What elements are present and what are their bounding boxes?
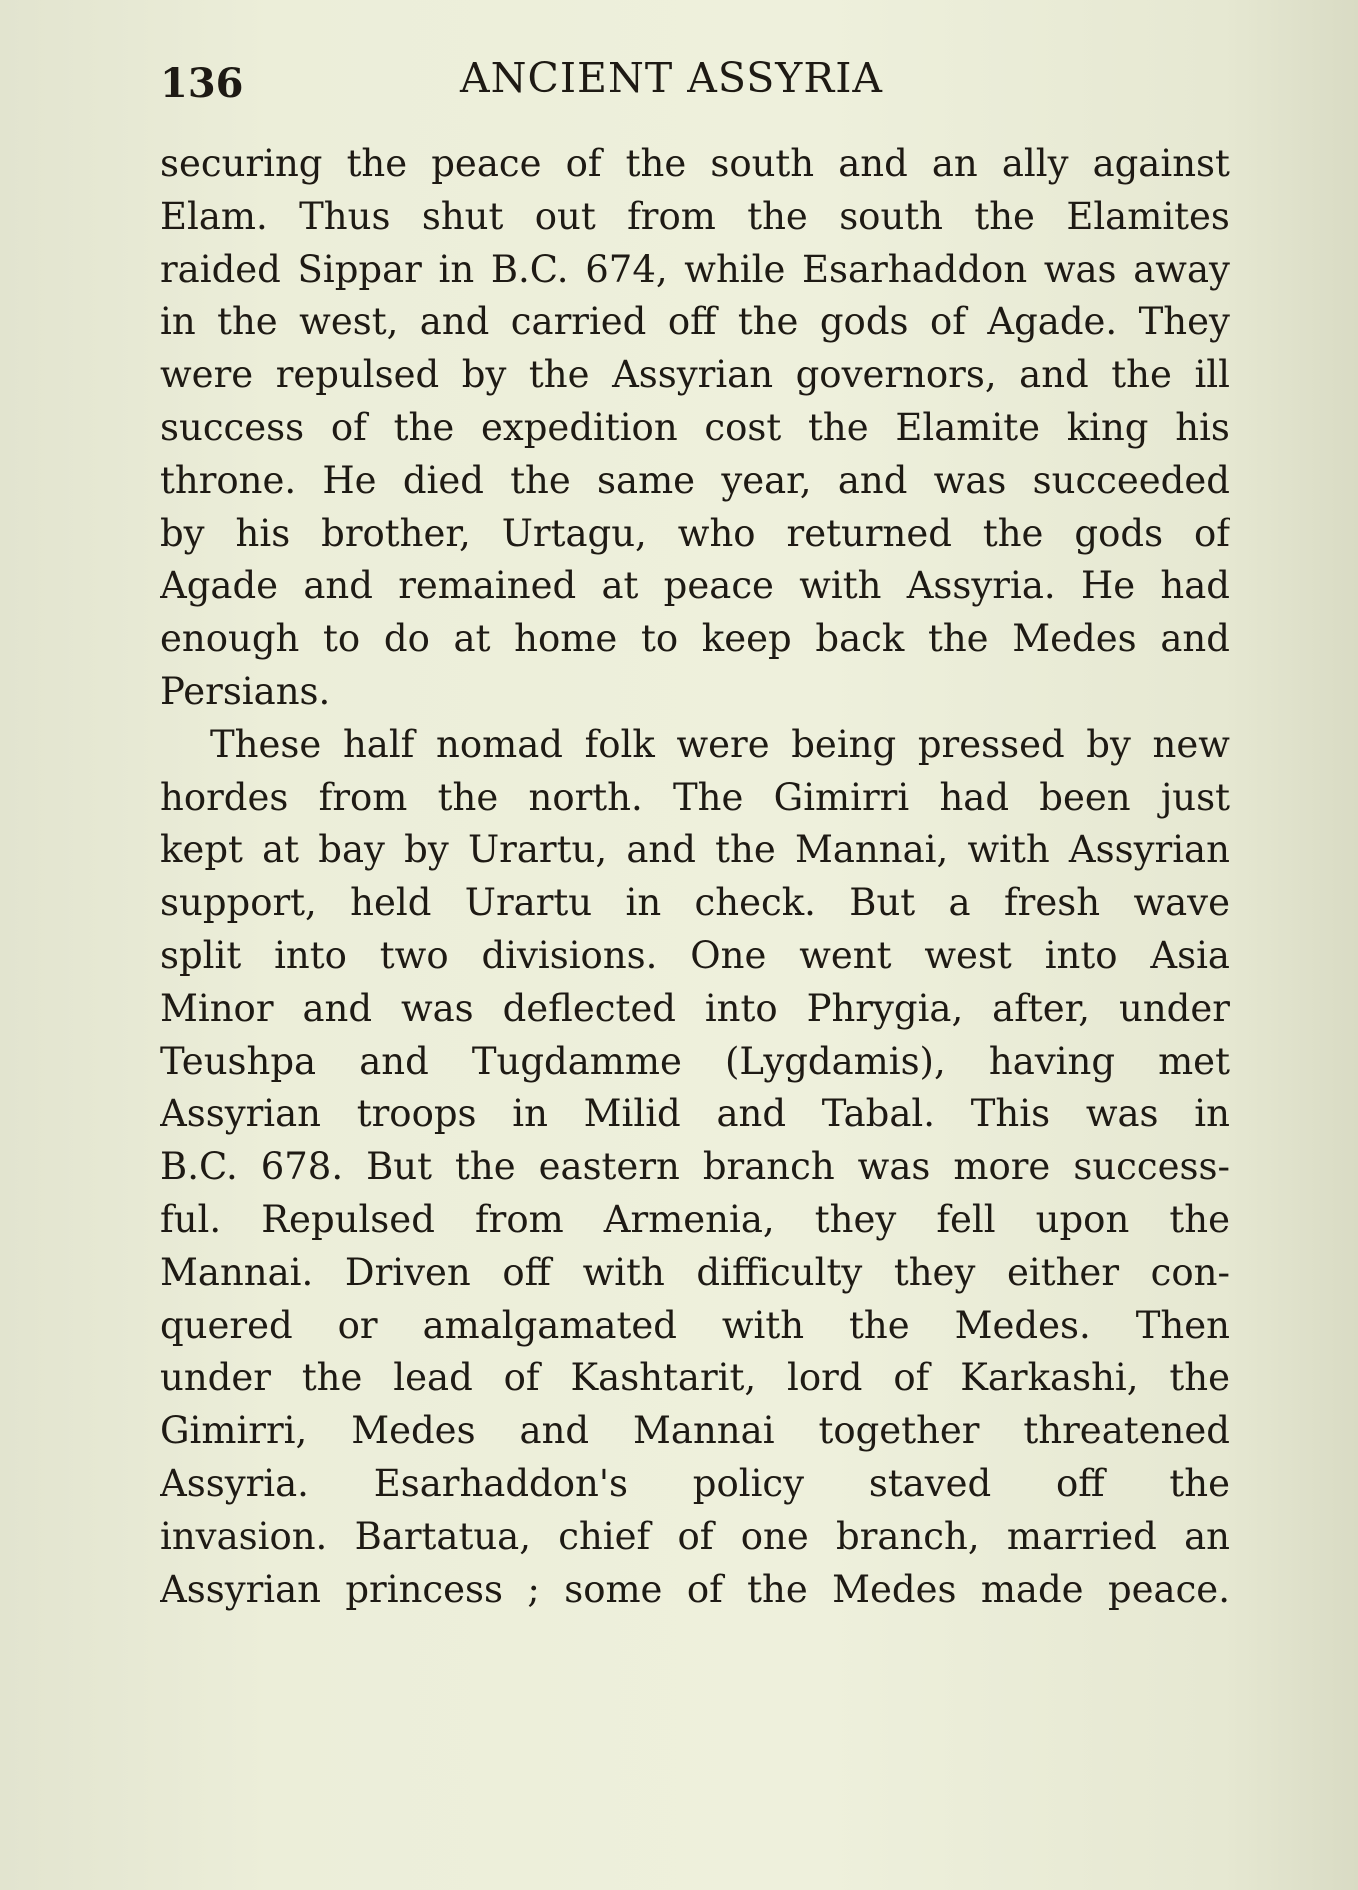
word: Esarhaddon: [802, 247, 1028, 291]
word: died: [402, 458, 484, 502]
word: support,: [160, 881, 317, 925]
word: at: [262, 828, 300, 872]
word: into: [1044, 933, 1118, 977]
word: Urartu,: [468, 828, 608, 872]
word: with: [967, 828, 1050, 872]
word: Karkashi,: [960, 1356, 1139, 1400]
word: the: [510, 458, 571, 502]
word: with: [799, 564, 882, 608]
word: hordes: [160, 775, 289, 819]
word: and: [1019, 353, 1089, 397]
word: raided: [160, 247, 281, 291]
word: securing: [160, 142, 323, 185]
word: the: [346, 142, 408, 185]
word: Thus: [299, 194, 391, 238]
text-line: [160, 455, 1230, 508]
word: the: [849, 1303, 910, 1347]
word: princess: [345, 1567, 504, 1611]
text-line: [160, 1405, 1230, 1458]
word: south: [710, 142, 815, 185]
word: divisions.: [481, 933, 658, 977]
word: of: [565, 142, 602, 185]
word: against: [1092, 142, 1230, 185]
word: some: [564, 1567, 663, 1611]
word: half: [342, 722, 415, 766]
word: staved: [868, 1461, 992, 1505]
word: ful.: [160, 1197, 222, 1241]
word: returned: [786, 511, 952, 555]
word: ;: [527, 1567, 540, 1611]
text-line: [160, 191, 1230, 244]
word: by: [1086, 722, 1131, 766]
word: year,: [721, 458, 812, 502]
word: Then: [1135, 1303, 1230, 1347]
word: the: [437, 775, 499, 819]
word: and: [303, 564, 373, 608]
running-title: ANCIENT ASSYRIA: [460, 54, 884, 102]
word: B.C.: [160, 1145, 238, 1189]
word: But: [849, 881, 916, 925]
word: Agade: [160, 564, 279, 608]
word: they: [893, 1250, 976, 1294]
word: ally: [1001, 142, 1069, 185]
word: pressed: [917, 722, 1065, 766]
word: been: [1039, 775, 1131, 819]
word: Bartatua,: [354, 1514, 531, 1558]
word: Persians.: [160, 669, 331, 713]
word: and: [1160, 617, 1230, 661]
word: an: [931, 142, 978, 185]
word: gods: [819, 300, 909, 344]
word: carried: [510, 300, 647, 344]
word: Mannai.: [160, 1250, 314, 1294]
text-line: [160, 1088, 1230, 1141]
word: Repulsed: [261, 1197, 435, 1241]
word: Minor: [160, 986, 274, 1030]
word: Esarhaddon's: [373, 1461, 629, 1505]
word: out: [534, 194, 596, 238]
word: B.C.: [490, 247, 569, 291]
word: under: [160, 1356, 271, 1400]
word: Kashtarit,: [570, 1356, 757, 1400]
word: the: [301, 1356, 363, 1400]
word: peace: [431, 142, 542, 185]
word: one: [740, 1514, 809, 1558]
word: of: [686, 1567, 723, 1611]
word: by: [461, 353, 507, 397]
word: the: [747, 1567, 808, 1611]
word: the: [528, 353, 590, 397]
word: deflected: [502, 986, 676, 1030]
text-line: [160, 719, 1230, 772]
word: Mannai: [633, 1409, 775, 1453]
word: west: [924, 933, 1012, 977]
word: Elamite: [895, 405, 1040, 449]
word: in: [512, 1092, 548, 1136]
word: Armenia,: [603, 1197, 775, 1241]
word: repulsed: [275, 353, 440, 397]
text-line: [160, 772, 1230, 825]
word: Gimirri: [773, 775, 910, 819]
word: enough: [160, 617, 300, 661]
word: being: [791, 722, 897, 766]
word: Assyria.: [160, 1461, 309, 1505]
word: the: [1169, 1197, 1230, 1241]
word: But: [366, 1145, 432, 1189]
text-line: [160, 560, 1230, 613]
word: of: [330, 405, 367, 449]
word: had: [939, 775, 1010, 819]
word: a: [948, 881, 971, 925]
text-line: [160, 877, 1230, 930]
word: the: [1169, 1461, 1230, 1505]
word: check.: [694, 881, 816, 925]
word: was: [933, 458, 1007, 502]
word: while: [684, 247, 786, 291]
word: home: [514, 617, 618, 661]
text-line: [160, 1564, 1230, 1617]
text-line: [160, 349, 1230, 402]
word: west,: [299, 300, 399, 344]
word: was: [1085, 1092, 1159, 1136]
word: back: [815, 617, 905, 661]
word: from: [474, 1197, 564, 1241]
word: Sippar: [297, 247, 422, 291]
word: branch,: [836, 1514, 980, 1558]
word: wave: [1133, 881, 1230, 925]
word: to: [640, 617, 679, 661]
text-line: [160, 1300, 1230, 1353]
word: in: [438, 247, 475, 291]
word: fresh: [1003, 881, 1101, 925]
word: to: [323, 617, 361, 661]
word: at: [601, 564, 639, 608]
body-text: [160, 138, 1230, 1616]
word: of: [893, 1356, 930, 1400]
word: split: [160, 933, 242, 977]
word: They: [1138, 300, 1230, 344]
text-line: [160, 1036, 1230, 1089]
word: and: [838, 142, 908, 185]
word: eastern: [538, 1145, 680, 1189]
word: Elamites: [1066, 194, 1230, 238]
word: fell: [936, 1197, 996, 1241]
text-line: [160, 1352, 1230, 1405]
word: they: [814, 1197, 897, 1241]
text-line: [160, 983, 1230, 1036]
word: lead: [393, 1356, 473, 1400]
word: king: [1066, 405, 1149, 449]
word: throne.: [160, 458, 297, 502]
word: into: [704, 986, 778, 1030]
word: the: [974, 194, 1035, 238]
word: amalgamated: [422, 1303, 677, 1347]
word: keep: [701, 617, 792, 661]
word: his: [235, 511, 291, 555]
word: from: [627, 194, 716, 238]
word: and: [519, 1409, 590, 1453]
word: by: [160, 511, 205, 555]
word: Assyrian: [612, 353, 774, 397]
word: folk: [584, 722, 655, 766]
word: troops: [356, 1092, 477, 1136]
word: Medes: [832, 1567, 957, 1611]
word: Assyrian: [160, 1092, 322, 1136]
word: held: [350, 881, 432, 925]
word: off: [1056, 1461, 1105, 1505]
text-line: [160, 1141, 1230, 1194]
word: the: [808, 405, 869, 449]
word: He: [1080, 564, 1136, 608]
word: con-: [1150, 1250, 1230, 1294]
word: the: [982, 511, 1044, 555]
word: Agade.: [987, 300, 1118, 344]
word: together: [818, 1409, 980, 1453]
word: of: [503, 1356, 540, 1400]
word: in: [625, 881, 662, 925]
word: success: [160, 405, 305, 449]
text-line: [160, 1247, 1230, 1300]
word: having: [988, 1039, 1115, 1083]
word: the: [625, 142, 687, 185]
word: in: [160, 300, 196, 344]
word: shut: [421, 194, 504, 238]
word: policy: [692, 1461, 805, 1505]
word: south: [839, 194, 943, 238]
word: were: [160, 353, 254, 397]
word: the: [1111, 353, 1172, 397]
word: the: [217, 300, 278, 344]
word: the: [715, 828, 776, 872]
word: 678.: [260, 1145, 344, 1189]
word: more: [953, 1145, 1051, 1189]
text-line: [160, 824, 1230, 877]
word: of: [677, 1514, 714, 1558]
text-line: [160, 508, 1230, 561]
word: succeeded: [1032, 458, 1230, 502]
word: were: [676, 722, 770, 766]
word: new: [1152, 722, 1230, 766]
word: the: [1169, 1356, 1230, 1400]
word: and: [359, 1039, 429, 1083]
word: threatened: [1023, 1409, 1230, 1453]
word: off: [502, 1250, 551, 1294]
word: Milid: [583, 1092, 681, 1136]
word: Medes: [1012, 617, 1137, 661]
word: made: [980, 1567, 1084, 1611]
word: Assyria.: [906, 564, 1056, 608]
word: and: [419, 300, 490, 344]
word: governors,: [795, 353, 997, 397]
word: (Lygdamis),: [724, 1039, 946, 1083]
word: his: [1175, 405, 1230, 449]
word: remained: [398, 564, 577, 608]
text-line: [160, 666, 1230, 719]
text-line: [160, 1458, 1230, 1511]
word: Gimirri,: [160, 1409, 308, 1453]
word: off: [667, 300, 717, 344]
word: had: [1160, 564, 1230, 608]
word: the: [393, 405, 455, 449]
word: Asia: [1150, 933, 1230, 977]
text-line: [160, 930, 1230, 983]
word: the: [927, 617, 989, 661]
word: One: [690, 933, 767, 977]
word: Assyrian: [160, 1567, 322, 1611]
word: two: [379, 933, 449, 977]
word: with: [582, 1250, 665, 1294]
word: upon: [1035, 1197, 1130, 1241]
word: went: [799, 933, 892, 977]
word: the: [747, 194, 808, 238]
text-line: [160, 138, 1230, 191]
word: under: [1118, 986, 1230, 1030]
word: These: [210, 722, 322, 766]
text-line: [160, 613, 1230, 666]
word: with: [721, 1303, 805, 1347]
word: into: [274, 933, 347, 977]
word: was: [1043, 247, 1117, 291]
word: married: [1006, 1514, 1157, 1558]
word: same: [597, 458, 696, 502]
word: Driven: [344, 1250, 471, 1294]
word: north.: [528, 775, 643, 819]
word: Teushpa: [160, 1039, 317, 1083]
word: Mannai,: [794, 828, 949, 872]
word: Tugdamme: [471, 1039, 682, 1083]
word: from: [318, 775, 408, 819]
word: gods: [1074, 511, 1164, 555]
page-header: [160, 50, 1218, 110]
text-line: [160, 1511, 1230, 1564]
word: brother,: [321, 511, 471, 555]
word: Medes.: [954, 1303, 1091, 1347]
word: quered: [160, 1303, 293, 1347]
word: lord: [787, 1356, 863, 1400]
word: kept: [160, 828, 243, 872]
word: nomad: [436, 722, 563, 766]
word: 674,: [585, 247, 668, 291]
word: met: [1158, 1039, 1230, 1083]
word: He: [322, 458, 377, 502]
word: an: [1184, 1514, 1230, 1558]
word: invasion.: [160, 1514, 328, 1558]
word: success-: [1073, 1145, 1230, 1189]
word: cost: [704, 405, 782, 449]
word: branch: [702, 1145, 835, 1189]
word: difficulty: [696, 1250, 863, 1294]
word: just: [1160, 775, 1230, 819]
word: or: [337, 1303, 378, 1347]
word: Phrygia,: [806, 986, 964, 1030]
text-line: [160, 1194, 1230, 1247]
word: Assyrian: [1068, 828, 1230, 872]
word: of: [929, 300, 966, 344]
page-number: 136: [160, 60, 244, 107]
text-line: [160, 244, 1230, 297]
word: expedition: [480, 405, 678, 449]
word: Urartu: [464, 881, 593, 925]
word: chief: [558, 1514, 651, 1558]
text-line: [160, 296, 1230, 349]
word: away: [1133, 247, 1230, 291]
word: Medes: [351, 1409, 476, 1453]
word: of: [1194, 511, 1230, 555]
word: the: [455, 1145, 516, 1189]
word: peace.: [1107, 1567, 1230, 1611]
word: and: [302, 986, 373, 1030]
word: who: [677, 511, 756, 555]
word: Urtagu,: [501, 511, 647, 555]
word: Tabal.: [821, 1092, 936, 1136]
word: was: [857, 1145, 931, 1189]
word: peace: [663, 564, 774, 608]
word: the: [737, 300, 799, 344]
word: The: [673, 775, 744, 819]
word: bay: [318, 828, 385, 872]
word: was: [400, 986, 474, 1030]
word: by: [404, 828, 449, 872]
word: and: [716, 1092, 787, 1136]
word: ill: [1194, 353, 1230, 397]
word: at: [453, 617, 491, 661]
word: either: [1007, 1250, 1120, 1294]
word: after,: [992, 986, 1091, 1030]
word: and: [626, 828, 696, 872]
word: do: [383, 617, 430, 661]
word: Elam.: [160, 194, 268, 238]
word: This: [970, 1092, 1051, 1136]
word: in: [1194, 1092, 1230, 1136]
word: and: [837, 458, 908, 502]
text-line: [160, 402, 1230, 455]
